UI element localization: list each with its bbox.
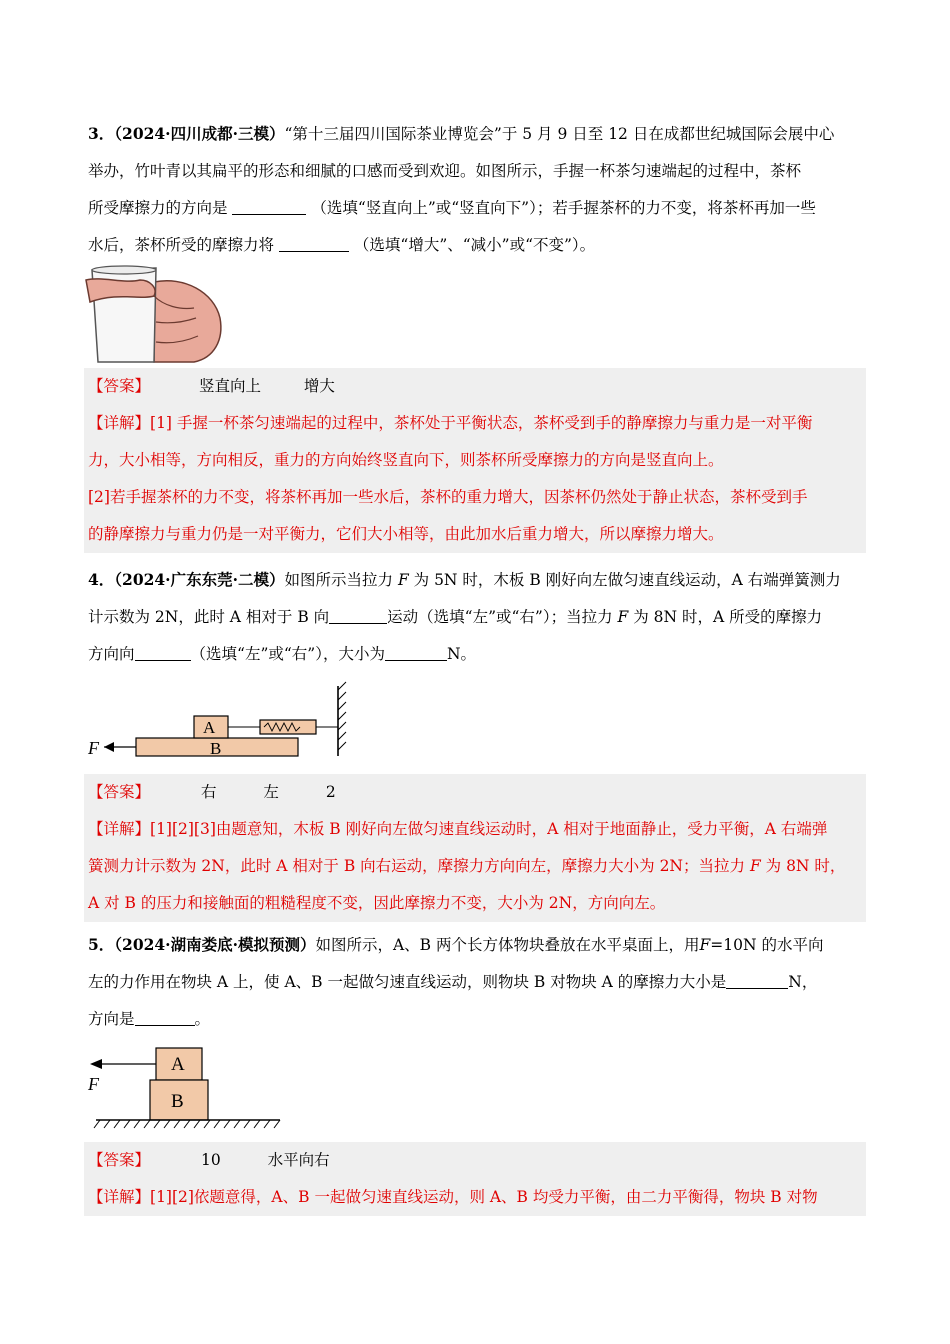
blank[interactable] — [329, 608, 387, 625]
cup-in-hand-figure — [84, 262, 234, 368]
blank[interactable] — [135, 1010, 195, 1027]
q5-line3: 方向是 。 — [88, 1010, 211, 1028]
q5-answer: 【答案】 10 水平向右 — [88, 1151, 330, 1169]
q5-line2: 左的力作用在物块 A 上，使 A、B 一起做匀速直线运动，则物块 B 对物块 A 的摩擦力大小是 N， — [88, 973, 818, 991]
q3-line3: 所受摩擦力的方向是 （选填“竖直向上”或“竖直向下”）；若手握茶杯的力不变，将茶杯再加一些 — [88, 199, 816, 217]
blank[interactable] — [135, 645, 191, 662]
q4-line1: 4．（2024·广东东莞·二模）如图所示当拉力 F 为 5N 时，木板 B 刚好向左做匀速直线运动，A 右端弹簧测力 — [88, 570, 841, 589]
q3-line1: 3．（2024·四川成都·三模）“第十三届四川国际茶业博览会”于 5 月 9 日至 12 日在成都世纪城国际会展中心 — [88, 124, 835, 143]
question-4 — [88, 561, 868, 673]
q4-line3: 方向向 （选填“左”或“右”），大小为 N。 — [88, 645, 477, 663]
q3-line4: 水后，茶杯所受的摩擦力将 （选填“增大”、“减小”或“不变”）。 — [88, 236, 596, 254]
blank[interactable] — [385, 645, 447, 662]
spring-scale-figure — [84, 680, 354, 770]
question-5 — [88, 926, 868, 1038]
block-a-label: A — [203, 718, 216, 737]
stacked-blocks-figure — [84, 1040, 284, 1135]
q4-line2: 计示数为 2N，此时 A 相对于 B 向 运动（选填“左”或“右”）；当拉力 F 为 8N 时，A 所受的摩擦力 — [88, 608, 823, 626]
q3-detail: 【详解】[1] 手握一杯茶匀速端起的过程中，茶杯处于平衡状态，茶杯受到手的静摩擦力与重力是一对平衡 — [88, 414, 813, 432]
force-label: F — [88, 1074, 99, 1094]
q5-line1: 5．（2024·湖南娄底·模拟预测）如图所示，A、B 两个长方体物块叠放在水平桌面上，用F=10N 的水平向 — [88, 935, 824, 954]
q3-answer: 【答案】 竖直向上 增大 — [88, 377, 335, 395]
block-a-label: A — [171, 1054, 185, 1075]
block-b-label: B — [171, 1091, 184, 1112]
blank[interactable] — [232, 199, 306, 216]
q3-line2: 举办，竹叶青以其扁平的形态和细腻的口感而受到欢迎。如图所示，手握一杯茶匀速端起的过程中，茶杯 — [88, 162, 802, 180]
q4-answer: 【答案】 右 左 2 — [88, 783, 336, 801]
blank[interactable] — [726, 973, 788, 990]
q4-answer-block: 【答案】 右 左 2 【详解】[1][2][3]由题意知，木板 B 刚好向左做匀速直线运动时，A 相对于地面静止，受力平衡，A 右端弹 簧测力计示数为 2N，此时 A 相对于 B 向右运动，摩擦力方向向左，摩擦力大小为 2N；当拉力 F 为 8N 时， A 对 B 的压力和接触面的粗糙程度不变，因此摩擦力不变，大小为 2N，方向向左。 — [84, 774, 866, 922]
q4-detail: 【详解】[1][2][3]由题意知，木板 B 刚好向左做匀速直线运动时，A 相对于地面静止，受力平衡，A 右端弹 — [88, 820, 828, 838]
q3-answer-block: 【答案】 竖直向上 增大 【详解】[1] 手握一杯茶匀速端起的过程中，茶杯处于平衡状态，茶杯受到手的静摩擦力与重力是一对平衡 力，大小相等，方向相反，重力的方向始终竖直向下，则茶杯所受摩擦力的方向是竖直向上。 [2]若手握茶杯的力不变，将茶杯再加一些水后，茶杯的重力增大，因茶杯仍然处于静止状态，茶杯受到手 的静摩擦力与重力仍是一对平衡力，它们大小相等，由此加水后重力增大，所以摩擦力增大。 — [84, 368, 866, 553]
q5-detail: 【详解】[1][2]依题意得，A、B 一起做匀速直线运动，则 A、B 均受力平衡，由二力平衡得，物块 B 对物 — [88, 1188, 818, 1206]
question-3 — [88, 115, 868, 264]
q5-answer-block — [84, 1142, 866, 1216]
blank[interactable] — [279, 236, 349, 253]
board-b-label: B — [210, 739, 222, 758]
force-label: F — [88, 738, 99, 758]
